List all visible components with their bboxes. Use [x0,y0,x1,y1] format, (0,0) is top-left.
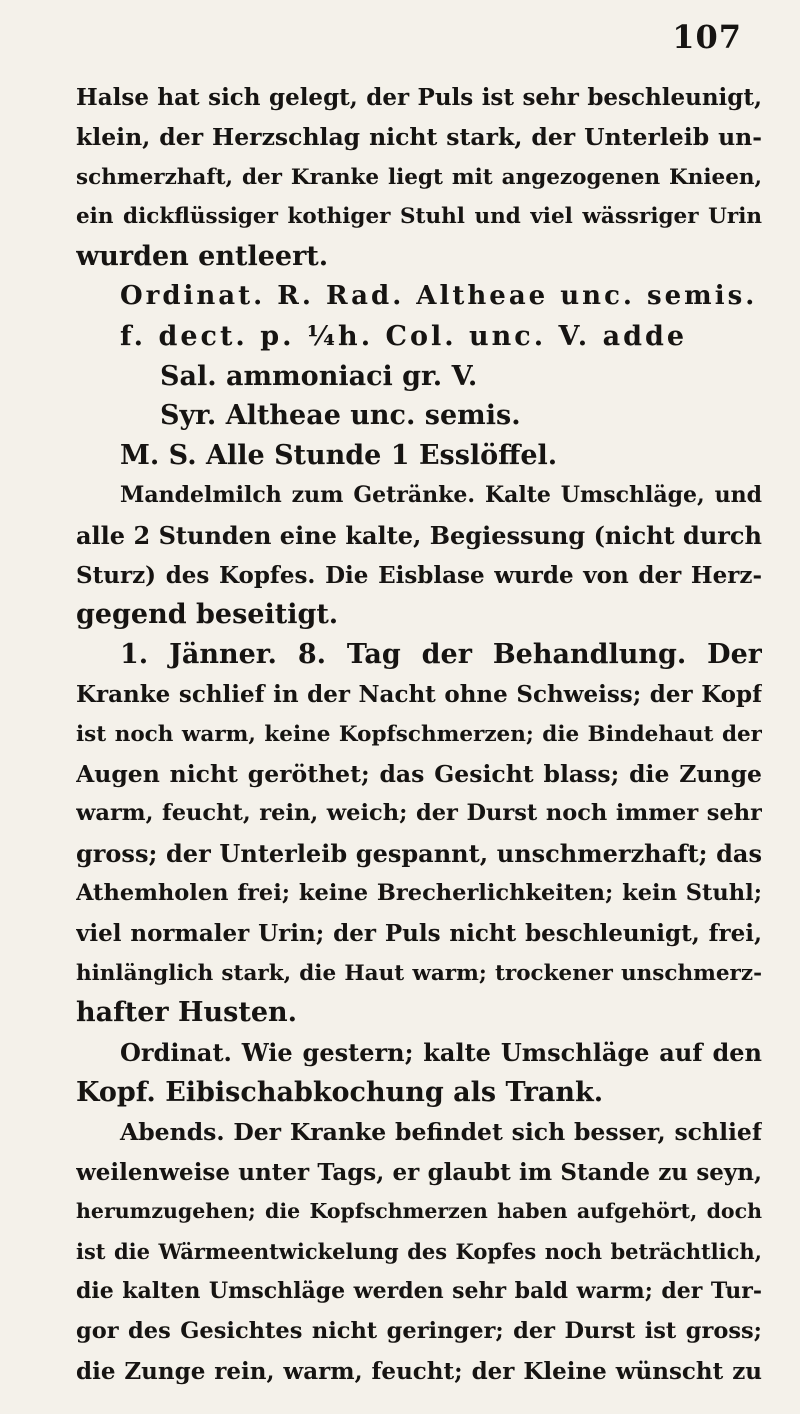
text-line: die kalten Umschläge werden sehr bald warm; der Tur- [76,1277,762,1304]
text-line: Kranke schlief in der Nacht ohne Schweiss; der Kopf [76,680,762,708]
prescription-line: f. dect. p. ¼h. Col. unc. V. adde [120,320,688,352]
text-line: Halse hat sich gelegt, der Puls ist sehr beschleunigt, [76,84,762,111]
text-line: Augen nicht geröthet; das Gesicht blass; die Zunge [76,759,762,788]
prescription-line: Sal. ammoniaci gr. V. [160,360,478,392]
text-line: gor des Gesichtes nicht geringer; der Durst ist gross; [76,1317,762,1344]
text-line: ein dickflüssiger kothiger Stuhl und viel wässriger Urin [76,204,762,230]
text-line: warm, feucht, rein, weich; der Durst noch immer sehr [76,800,762,827]
page-number: 107 [672,18,742,56]
text-line: herumzugehen; die Kopfschmerzen haben aufgehört, doch [76,1199,762,1224]
text-line: wurden entleert. [76,241,329,273]
prescription-line: Ordinat. R. Rad. Altheae unc. semis. [120,280,758,311]
text-line: Sturz) des Kopfes. Die Eisblase wurde von der Herz- [76,561,762,589]
prescription-line: Syr. Altheae unc. semis. [160,400,521,432]
body-text [76,78,762,1391]
prescription-line: M. S. Alle Stunde 1 Esslöffel. [120,440,558,472]
text-line: klein, der Herzschlag nicht stark, der Unterleib un- [76,122,762,151]
text-line: gross; der Unterleib gespannt, unschmerzhaft; das [76,839,762,869]
text-line: Athemholen frei; keine Brecherlichkeiten; kein Stuhl; [76,879,762,906]
text-line: schmerzhaft, der Kranke liegt mit angezogenen Knieen, [76,164,762,190]
text-line: Kopf. Eibischabkochung als Trank. [76,1076,604,1108]
section-heading-line: 1. Jänner. 8. Tag der Behandlung. Der [120,639,762,671]
text-line: alle 2 Stunden eine kalte, Begiessung (nicht durch [76,520,762,550]
text-line: Ordinat. Wie gestern; kalte Umschläge auf den [120,1038,762,1068]
text-line: Abends. Der Kranke befindet sich besser, schlief [120,1117,762,1146]
text-line: Mandelmilch zum Getränke. Kalte Umschläge, und [120,481,762,508]
text-line: hinlänglich stark, die Haut warm; trockener unschmerz- [76,960,762,986]
text-line: die Zunge rein, warm, feucht; der Kleine wünscht zu [76,1357,762,1385]
text-line: weilenweise unter Tags, er glaubt im Stande zu seyn, [76,1158,762,1186]
text-line: gegend beseitigt. [76,599,339,631]
text-line: hafter Husten. [76,997,298,1029]
text-line: viel normaler Urin; der Puls nicht beschleunigt, frei, [76,919,762,947]
text-line: ist die Wärmeentwickelung des Kopfes noch beträchtlich, [76,1239,762,1265]
text-line: ist noch warm, keine Kopfschmerzen; die Bindehaut der [76,721,762,747]
